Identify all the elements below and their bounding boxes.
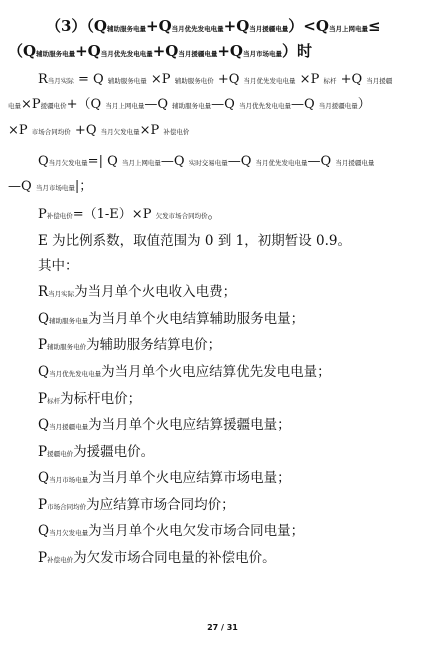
definition-symbol: P [38, 497, 48, 513]
formula-subscript: 当月援疆电量 [318, 102, 358, 110]
definition-item [38, 522, 304, 542]
formula-subscript: 电量 [8, 102, 21, 110]
definition-text: 为辅助服务结算电价； [86, 337, 222, 353]
heading-text: +Q [75, 42, 101, 60]
definition-subscript: 当月市场电量 [49, 476, 89, 484]
formula-text: —Q [307, 154, 332, 169]
heading-text: ≤ [367, 17, 381, 35]
formula-r-line-2 [8, 96, 371, 115]
definition-symbol: Q [38, 523, 50, 539]
heading-text: ）时 [282, 42, 313, 60]
formula-text: +Q [74, 123, 97, 138]
page-number: 27 / 31 [207, 623, 238, 632]
formula-text: —Q [144, 97, 169, 112]
formula-text: ×P [299, 72, 320, 87]
heading-text: +Q [152, 42, 179, 60]
definition-subscript: 标杆 [47, 397, 61, 405]
definition-text: 为标杆电价； [60, 391, 142, 407]
formula-text: —Q [160, 154, 185, 169]
definition-item [38, 416, 291, 436]
heading-subscript: 辅助服务电量 [107, 25, 147, 33]
formula-text: +Q [340, 72, 363, 87]
definition-item [38, 363, 331, 383]
formula-subscript: 补偿电价 [163, 128, 190, 136]
definition-subscript: 当月实际 [48, 290, 75, 298]
definition-item [38, 469, 291, 489]
definition-symbol: Q [38, 417, 50, 433]
definition-item [38, 443, 154, 463]
coefficient-note: E 为比例系数，取值范围为 0 到 1，初期暂设 0.9。 [38, 233, 351, 249]
definition-subscript: 援疆电价 [47, 450, 74, 458]
definition-text: 为当月单个火电应结算援疆电量； [88, 417, 291, 433]
heading-subscript: 当月援疆电量 [249, 25, 289, 33]
definition-symbol: R [38, 284, 49, 300]
formula-subscript: 当月优先发电电量 [238, 102, 291, 110]
formula-subscript: 援疆电价 [40, 102, 67, 110]
formula-text: +（Q [66, 97, 102, 112]
formula-subscript: 辅助服务电量 [107, 77, 147, 85]
definition-symbol: P [38, 337, 48, 353]
formula-r-line-1 [38, 71, 392, 90]
formula-text: 。 [207, 207, 221, 222]
formula-text: P [38, 207, 47, 222]
formula-text: = Q [77, 72, 104, 87]
heading-text: +Q [146, 17, 172, 35]
definition-symbol: Q [38, 311, 50, 327]
formula-text: |； [74, 179, 93, 194]
heading-text: +Q [223, 17, 250, 35]
formula-r-line-3 [8, 122, 189, 141]
heading-text: +Q [217, 42, 243, 60]
formula-subscript: 实时交易电量 [188, 159, 228, 167]
definition-text: 为援疆电价。 [73, 444, 155, 460]
definition-item [38, 549, 276, 569]
formula-subscript: 当月上网电量 [121, 159, 161, 167]
heading-subscript: 当月优先发电电量 [100, 50, 153, 58]
heading-subscript: 当月上网电量 [328, 25, 368, 33]
definition-symbol: P [38, 444, 48, 460]
heading-subscript: 当月援疆电量 [178, 50, 218, 58]
heading-text: （Q [8, 42, 37, 60]
formula-subscript: 辅助服务电价 [174, 77, 214, 85]
formula-subscript: 当月欠发电量 [48, 159, 88, 167]
heading-subscript: 辅助服务电量 [36, 50, 76, 58]
formula-subscript: 当月援疆电量 [335, 159, 375, 167]
definition-item [38, 496, 235, 516]
formula-text: —Q [227, 154, 252, 169]
formula-text: —Q [290, 97, 315, 112]
formula-text: —Q [211, 97, 235, 112]
condition-heading-line-1 [46, 17, 381, 38]
formula-subscript: 当月上网电量 [105, 102, 145, 110]
heading-subscript: 当月市场电量 [243, 50, 282, 58]
definition-item [38, 283, 236, 303]
formula-text: —Q [8, 179, 32, 194]
formula-subscript: 当月优先发电电量 [243, 77, 296, 85]
formula-p-line [38, 206, 221, 225]
definition-text: 为当月单个火电欠发市场合同电量； [88, 523, 305, 539]
formula-subscript: 辅助服务电量 [172, 102, 212, 110]
formula-subscript: 当月优先发电电量 [255, 159, 308, 167]
definition-item [38, 390, 141, 410]
definition-subscript: 市场合同均价 [47, 503, 87, 511]
definition-text: 为应结算市场合同均价； [86, 497, 235, 513]
formula-subscript: 市场合同均价 [31, 128, 71, 136]
formula-text: ×P [139, 123, 160, 138]
definition-subscript: 当月援疆电量 [49, 423, 89, 431]
formula-text: ×P [150, 72, 171, 87]
definition-symbol: P [38, 550, 48, 566]
definition-text: 为当月单个火电结算辅助服务电量； [88, 311, 305, 327]
definition-subscript: 当月欠发电量 [49, 529, 89, 537]
definition-text: 为当月单个火电收入电费； [74, 284, 237, 300]
formula-text: =| Q [87, 154, 118, 169]
definition-text: 为欠发市场合同电量的补偿电价。 [73, 550, 276, 566]
definition-symbol: Q [38, 470, 50, 486]
formula-text: ） [357, 97, 371, 112]
definition-subscript: 辅助服务电价 [47, 343, 87, 351]
formula-text: R [38, 72, 48, 87]
definition-text: 为当月单个火电应结算市场电量； [88, 470, 291, 486]
definition-subscript: 辅助服务电量 [49, 317, 89, 325]
formula-subscript: 当月市场电量 [35, 184, 75, 192]
formula-q-line-2 [8, 178, 92, 197]
condition-heading-line-2 [8, 42, 312, 63]
definition-symbol: Q [38, 364, 50, 380]
formula-subscript: 当月实际 [47, 77, 74, 85]
definition-text: 为当月单个火电应结算优先发电电量； [101, 364, 331, 380]
formula-subscript: 当月援疆 [366, 77, 393, 85]
formula-text: ×P [8, 123, 28, 138]
definition-symbol: P [38, 391, 48, 407]
where-label: 其中： [38, 258, 79, 274]
definition-item [38, 336, 221, 356]
heading-subscript: 当月优先发电电量 [171, 25, 224, 33]
heading-text: ）<Q [288, 17, 329, 35]
definition-subscript: 当月优先发电电量 [49, 370, 102, 378]
formula-text: +Q [217, 72, 240, 87]
formula-q-line-1 [38, 153, 374, 172]
heading-text: （3）（Q [46, 17, 108, 35]
formula-subscript: 标杆 [323, 77, 337, 85]
formula-text: ×P [21, 97, 41, 112]
formula-subscript: 补偿电价 [46, 212, 73, 220]
formula-subscript: 欠发市场合同均价 [155, 212, 208, 220]
formula-text: =（1-E）×P [72, 207, 152, 222]
definition-subscript: 补偿电价 [47, 556, 74, 564]
formula-text: Q [38, 154, 49, 169]
definition-item [38, 310, 304, 330]
formula-subscript: 当月欠发电量 [100, 128, 140, 136]
